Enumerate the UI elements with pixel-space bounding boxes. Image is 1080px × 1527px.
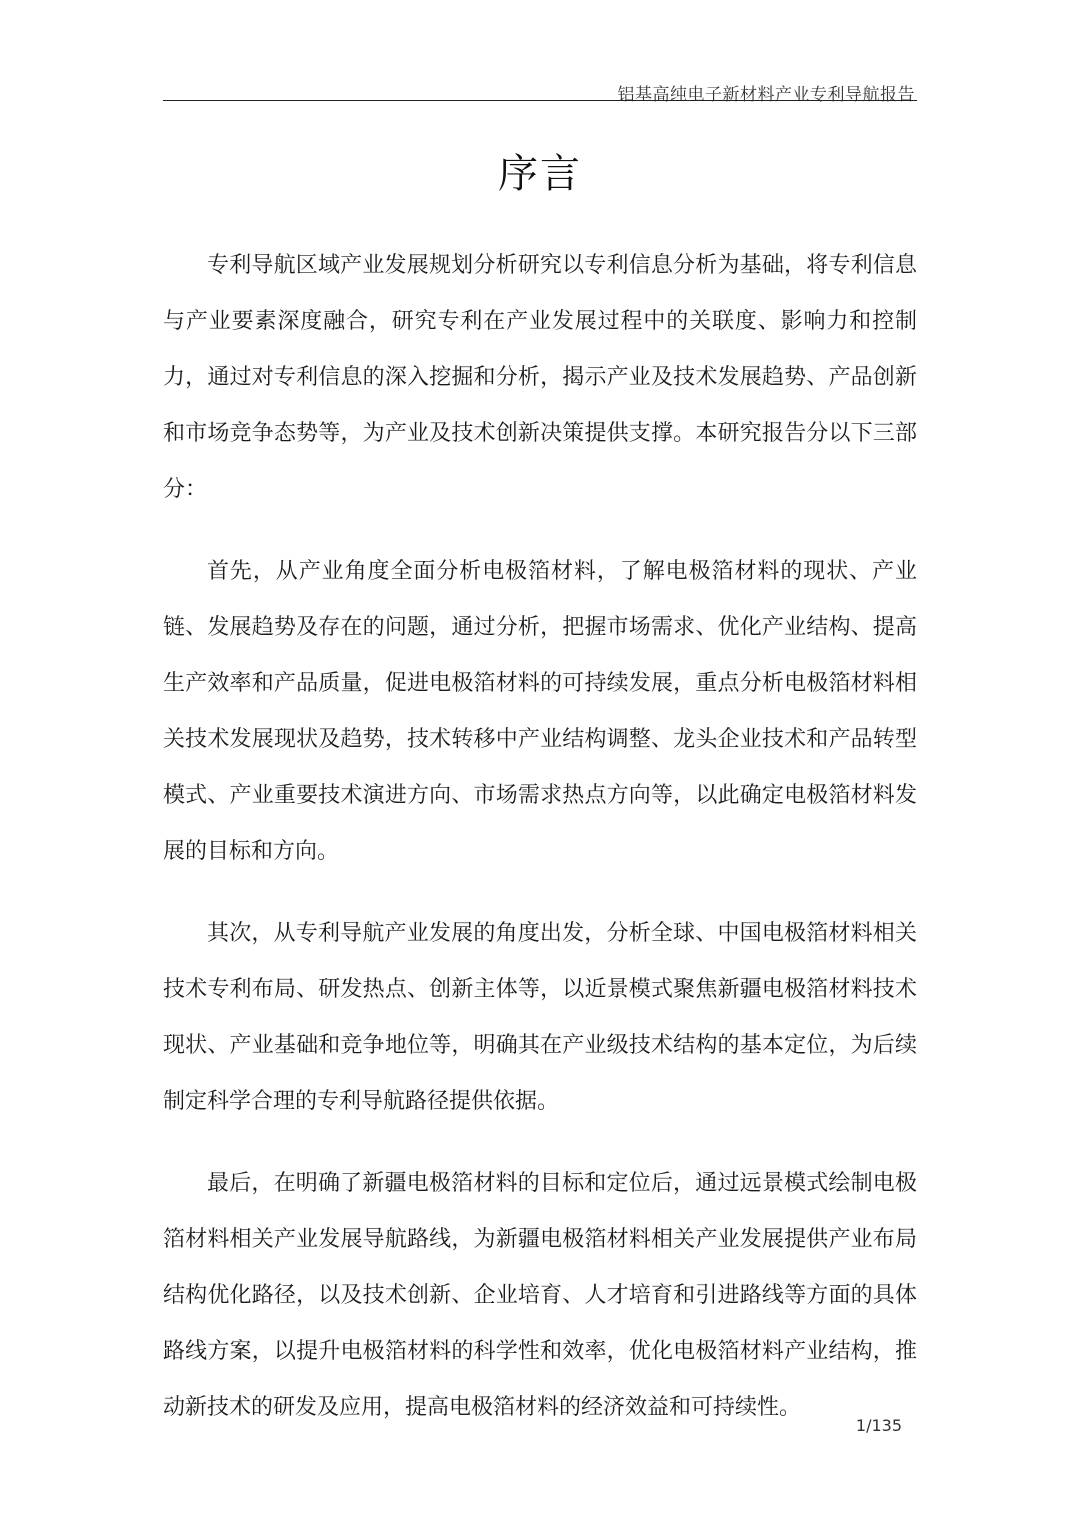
paragraph-last: 最后，在明确了新疆电极箔材料的目标和定位后，通过远景模式绘制电极箔材料相关产业发展导航路线，为新疆电极箔材料相关产业发展提供产业布局结构优化路径，以及技术创新、企业培育、人才培育和引进路线等方面的具体路线方案，以提升电极箔材料的科学性和效率，优化电极箔材料产业结构，推动新技术的研发及应用，提高电极箔材料的经济效益和可持续性。 [163, 1171, 917, 1420]
page-title: 序言 [498, 151, 582, 197]
paragraph-first: 首先，从产业角度全面分析电极箔材料，了解电极箔材料的现状、产业链、发展趋势及存在的问题，通过分析，把握市场需求、优化产业结构、提高生产效率和产品质量，促进电极箔材料的可持续发展，重点分析电极箔材料相关技术发展现状及趋势，技术转移中产业结构调整、龙头企业技术和产品转型模式、产业重要技术演进方向、市场需求热点方向等，以此确定电极箔材料发展的目标和方向。 [163, 559, 917, 864]
header-divider [163, 100, 917, 101]
paragraph-intro: 专利导航区域产业发展规划分析研究以专利信息分析为基础，将专利信息与产业要素深度融合，研究专利在产业发展过程中的关联度、影响力和控制力，通过对专利信息的深入挖掘和分析，揭示产业及技术发展趋势、产品创新和市场竞争态势等，为产业及技术创新决策提供支撑。本研究报告分以下三部分： [163, 253, 917, 502]
document-body [163, 238, 917, 1462]
running-header: 铝基高纯电子新材料产业专利导航报告 [617, 85, 915, 105]
page-number: 1/135 [855, 1416, 902, 1435]
paragraph-second: 其次，从专利导航产业发展的角度出发，分析全球、中国电极箔材料相关技术专利布局、研发热点、创新主体等，以近景模式聚焦新疆电极箔材料技术现状、产业基础和竞争地位等，明确其在产业级技术结构的基本定位，为后续制定科学合理的专利导航路径提供依据。 [163, 921, 917, 1114]
